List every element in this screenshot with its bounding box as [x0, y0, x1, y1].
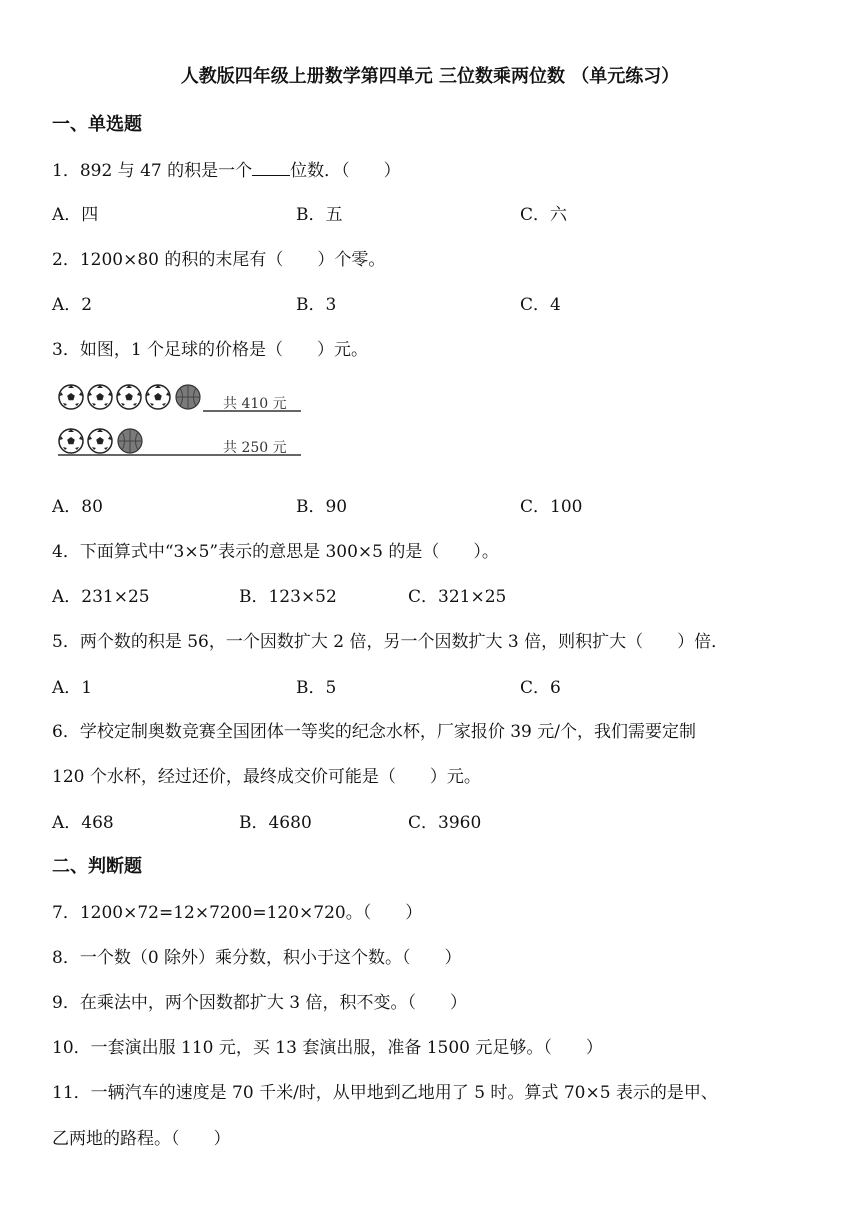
q1-option-c: C．六 [520, 205, 568, 225]
question-6-line-1: 6．学校定制奥数竞赛全国团体一等奖的纪念水杯，厂家报价 39 元/个，我们需要定制 [52, 722, 696, 742]
q1-option-a: A．四 [52, 205, 99, 225]
question-1-text-b: 位数．（ ） [290, 161, 401, 181]
q4-option-a: A．231×25 [52, 587, 150, 607]
row2-price: 共 250 元 [223, 440, 287, 456]
row2-balls [58, 429, 301, 456]
soccer-ball-icon [88, 385, 112, 409]
q2-option-a: A．2 [52, 295, 93, 315]
section-heading-single-choice: 一、单选题 [52, 114, 142, 135]
balls-price-figure [56, 378, 306, 458]
q5-option-a: A．1 [52, 678, 93, 698]
question-8: 8．一个数（0 除外）乘分数，积小于这个数。（ ） [52, 948, 462, 968]
q6-option-c: C．3960 [408, 813, 482, 833]
q1-option-b: B．五 [296, 205, 343, 225]
q3-option-a: A．80 [52, 497, 103, 517]
answer-blank [252, 161, 290, 176]
q5-option-b: B．5 [296, 678, 337, 698]
q4-option-c: C．321×25 [408, 587, 507, 607]
row1-price: 共 410 元 [223, 396, 287, 412]
q3-option-b: B．90 [296, 497, 348, 517]
page-title: 人教版四年级上册数学第四单元 三位数乘两位数 （单元练习） [180, 66, 680, 87]
question-1-text-a: 1．892 与 47 的积是一个 [52, 161, 253, 181]
question-4: 4．下面算式中“3×5”表示的意思是 300×5 的是（ ）。 [52, 542, 499, 562]
q4-option-b: B．123×52 [239, 587, 337, 607]
question-3: 3．如图，1 个足球的价格是（ ）元。 [52, 340, 369, 360]
question-5: 5．两个数的积是 56，一个因数扩大 2 倍，另一个因数扩大 3 倍，则积扩大（ ）倍． [52, 632, 729, 652]
question-9: 9．在乘法中，两个因数都扩大 3 倍，积不变。（ ） [52, 993, 467, 1013]
q6-option-a: A．468 [52, 813, 114, 833]
q2-option-b: B．3 [296, 295, 337, 315]
question-11-line-2: 乙两地的路程。（ ） [52, 1129, 231, 1149]
question-6-line-2: 120 个水杯，经过还价，最终成交价可能是（ ）元。 [52, 767, 481, 787]
question-10: 10．一套演出服 110 元，买 13 套演出服，准备 1500 元足够。（ ） [52, 1038, 603, 1058]
question-7: 7．1200×72=12×7200=120×720。（ ） [52, 903, 423, 923]
q6-option-b: B．4680 [239, 813, 312, 833]
soccer-ball-icon [88, 429, 112, 453]
soccer-ball-icon [59, 429, 83, 453]
question-2: 2．1200×80 的积的末尾有（ ）个零。 [52, 250, 386, 270]
basketball-icon [118, 429, 142, 453]
question-11-line-1: 11．一辆汽车的速度是 70 千米/时，从甲地到乙地用了 5 时。算式 70×5 表示的是甲、 [52, 1083, 718, 1103]
q5-option-c: C．6 [520, 678, 561, 698]
basketball-icon [176, 385, 200, 409]
row1-balls [59, 385, 301, 412]
soccer-ball-icon [117, 385, 141, 409]
q3-option-c: C．100 [520, 497, 583, 517]
q2-option-c: C．4 [520, 295, 561, 315]
soccer-ball-icon [59, 385, 83, 409]
soccer-ball-icon [146, 385, 170, 409]
question-1 [52, 156, 401, 181]
section-heading-true-false: 二、判断题 [52, 856, 142, 877]
